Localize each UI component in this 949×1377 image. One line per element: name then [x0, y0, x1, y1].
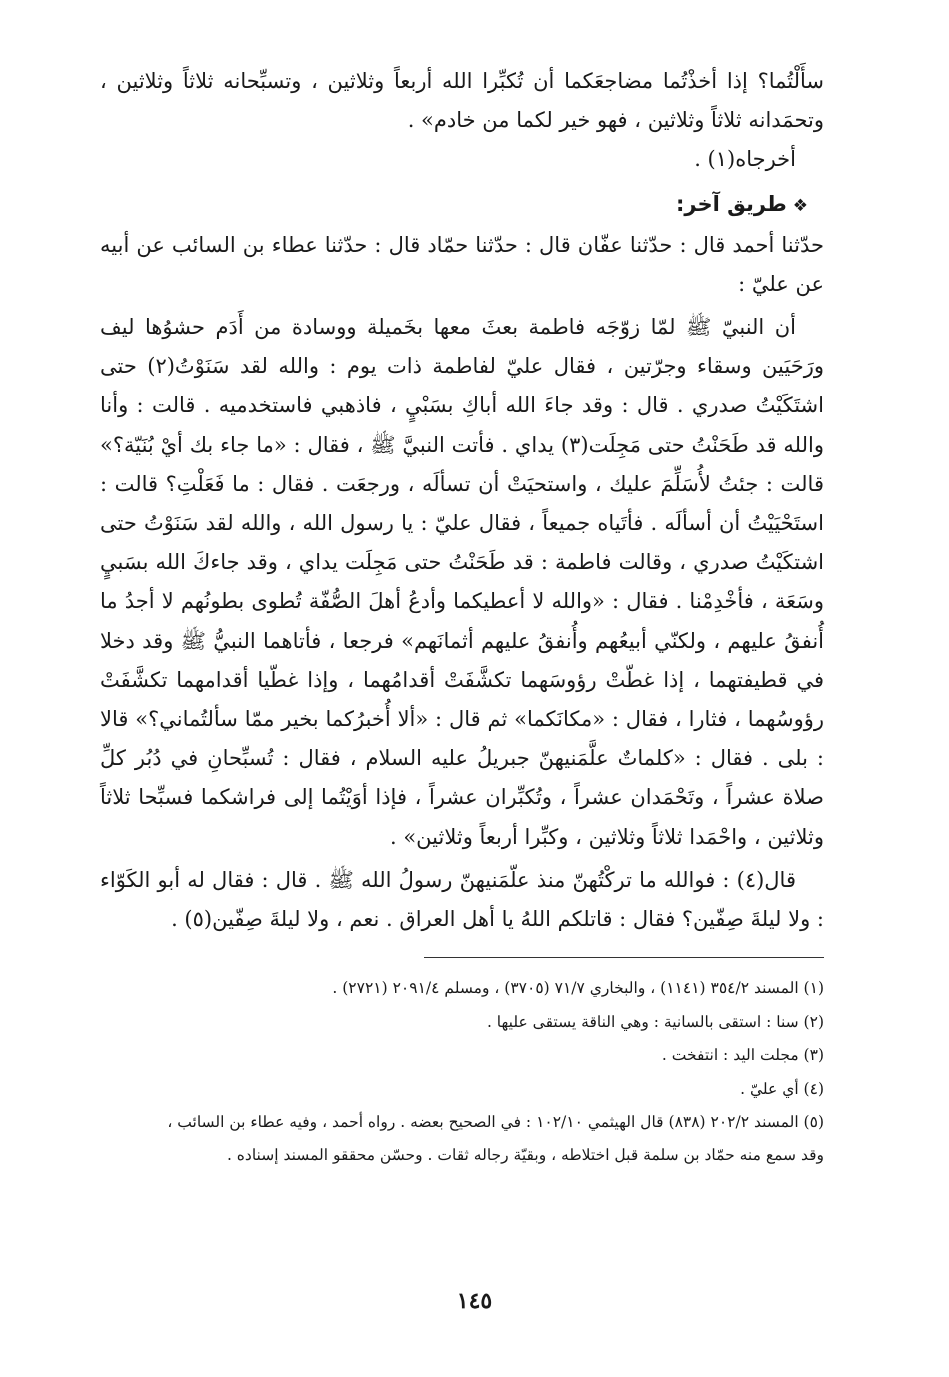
paragraph-hadith-ending: سأَلْتُما؟ إذا أخذْتُما مضاجعَكما أن تُكبِّرا الله أربعاً وثلاثين ، وتسبِّحانه ثلاثاً وثلاثين ، وتحمَدانه ثلاثاً وثلاثين ، فهو خير لكما من خادم» .	[100, 69, 824, 133]
footnote-5-continuation: وقد سمع منه حمّاد بن سلمة قبل اختلاطه ، وبقيّة رجاله ثقات . وحسّن محققو المسند إسناده .	[226, 1145, 824, 1164]
paragraph-isnad: حدّثنا أحمد قال : حدّثنا عفّان قال : حدّثنا حمّاد قال : حدّثنا عطاء بن السائب عن أبيه عن عليّ :	[100, 232, 824, 296]
section-heading	[100, 184, 824, 226]
paragraph-hadith-matn: أن النبيّ ﷺ لمّا زوّجَه فاطمة بعثَ معها بخَميلة ووسادة من أَدَم حشوُها ليف ورَحَيَين وسقاء وجرّتين ، فقال عليّ لفاطمة ذات يوم : والله لقد سَنَوْتُ(٢) حتى اشتَكَيْتُ صدري . قال : وقد جاءَ الله أباكِ بسَبْيٍ ، فاذهبي فاستخدميه . قالت : وأنا والله قد طَحَنْتُ حتى مَجِلَت(٣) يداي . فأتت النبيَّ ﷺ ، فقال : «ما جاء بك أيْ بُنَيّة؟» قالت : جئتُ لأُسَلِّمَ عليك ، واستحيَتْ أن تسألَه ، ورجعَت . فقال : ما فَعَلْتِ؟ قالت : استَحْيَيْتُ أن أسألَه . فأتَياه جميعاً ، فقال عليّ : يا رسول الله ، والله لقد سَنَوْتُ حتى اشتكَيْتُ صدري ، وقالت فاطمة : قد طَحَنْتُ حتى مَجِلَت يداي ، وقد جاءكَ الله بسَبيٍ وسَعَة ، فأخْدِمْنا . فقال : «والله لا أعطيكما وأدعُ أهلَ الصُّفّة تُطوى بطونُهم لا أجدُ ما أُنفقُ عليهم ، ولكنّي أبيعُهم وأُنفقُ عليهم أثمانَهم» فرجعا ، فأتاهما النبيُّ ﷺ وقد دخلا في قطيفتهما ، إذا غطّتْ رؤوسَهما تكشَّفَتْ أقدامُهما ، وإذا غطّيا أقدامهما تكشَّفَتْ رؤوسُهما ، فثارا ، فقال : «مكانَكما» ثم قال : «ألا أُخبرُكما بخير ممّا سألتُماني؟» قالا : بلى . فقال : «كلماتٌ علَّمَنيهنّ جبريلُ عليه السلام ، فقال : تُسبِّحانِ في دُبُر كلِّ صلاة عشراً ، وتَحْمَدان عشراً ، وتُكبِّران عشراً ، فإذا أوَيْتُما إلى فراشكما فسبِّحا ثلاثاً وثلاثين ، واحْمَدا ثلاثاً وثلاثين ، وكبِّرا أربعاً وثلاثين» .	[100, 315, 824, 849]
paragraph-hadith-conclusion: قال(٤) : فوالله ما تركْتُهنّ منذ علّمَنيهنّ رسولُ الله ﷺ . قال : فقال له أبو الكَوّاء : ولا ليلةَ صِفّين؟ فقال : قاتلكم اللهُ يا أهل العراق . نعم ، ولا ليلةَ صِفّين(٥) .	[100, 867, 824, 932]
footnote-3: (٣) مجلت اليد : انتفخت .	[661, 1046, 824, 1065]
section-heading-text: طريق آخر:	[675, 191, 787, 216]
paragraph-takhrij: أخرجاه(١) .	[694, 147, 796, 172]
diamond-bullet-icon: ❖	[792, 195, 808, 216]
footnote-4: (٤) أي عليّ .	[740, 1079, 824, 1098]
footnotes	[100, 972, 824, 1171]
footnote-separator	[424, 957, 824, 958]
footnote-2: (٢) سنا : استقى بالسانية : وهي الناقة يستقى عليها .	[486, 1012, 824, 1031]
page-number: ١٤٥	[456, 1288, 493, 1314]
footnote-1: (١) المسند ٣٥٤/٢ (١١٤١) ، والبخاري ٧١/٧ (٣٧٠٥) ، ومسلم ٢٠٩١/٤ (٢٧٢١) .	[332, 979, 824, 998]
page-content	[100, 62, 824, 1171]
footnote-5: (٥) المسند ٢٠٢/٢ (٨٣٨) قال الهيثمي ١٠٢/١٠ : في الصحيح بعضه . رواه أحمد ، وفيه عطاء بن السائب ،	[167, 1113, 824, 1132]
